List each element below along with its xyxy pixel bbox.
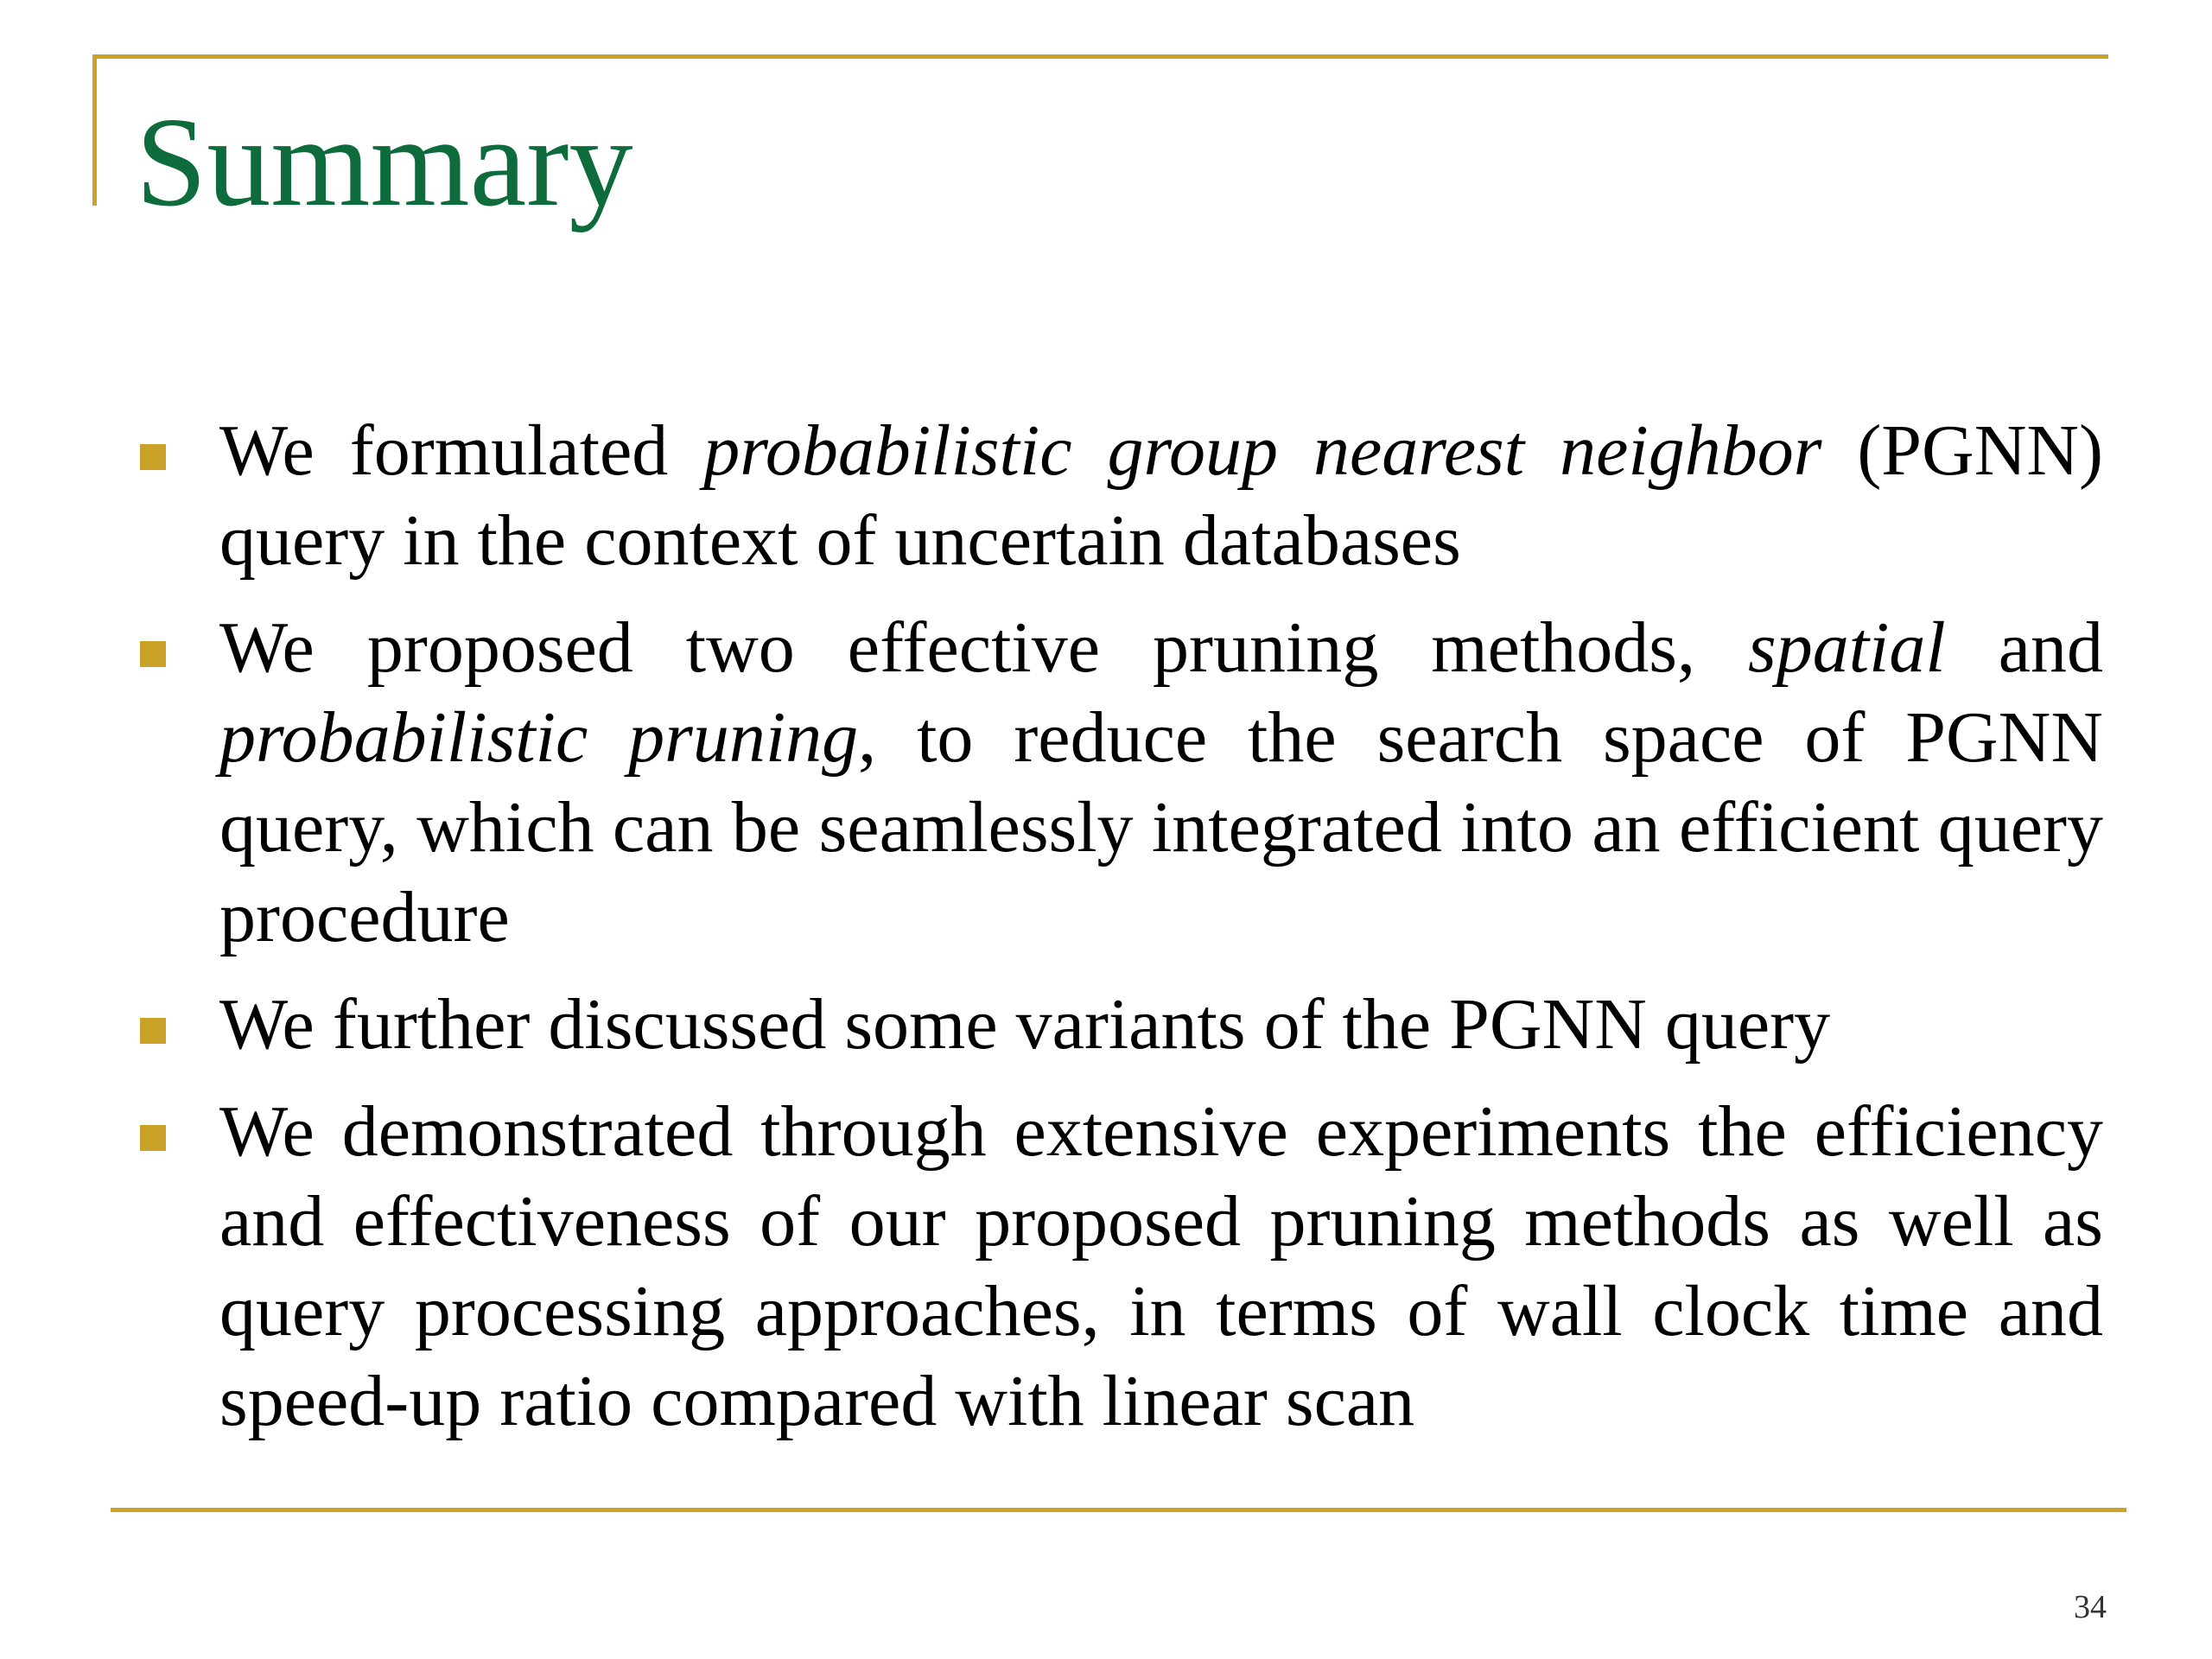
bullet-emphasis: probabilistic pruning (219, 697, 859, 778)
bullet-item (131, 603, 2103, 963)
bullet-text: (PGNN) query in the context of uncertain databases (219, 410, 2103, 581)
bullet-item (131, 1087, 2103, 1446)
bullet-text: We formulated (219, 410, 704, 491)
bullet-text: We demonstrated through extensive experiments the efficiency and effectiveness of our proposed pruning methods as well as query processing approaches, in terms of wall clock time and speed-up ratio compared with linear scan (219, 1091, 2103, 1441)
bullet-list (131, 406, 2103, 1464)
square-bullet-icon (140, 1018, 166, 1044)
bullet-item (131, 980, 2103, 1070)
bullet-text: and (1945, 607, 2103, 688)
bullet-text: We further discussed some variants of the PGNN query (219, 984, 1831, 1065)
bullet-text: We proposed two effective pruning methods, (219, 607, 1748, 688)
square-bullet-icon (140, 1125, 166, 1151)
bottom-rule (111, 1508, 2126, 1512)
top-rule (92, 54, 2108, 59)
left-rule (92, 54, 97, 206)
bullet-text: , to reduce the search space of PGNN query, which can be seamlessly integrated into an efficient query procedure (219, 697, 2103, 957)
bullet-emphasis: probabilistic group nearest neighbor (703, 410, 1822, 491)
slide-title: Summary (136, 92, 633, 233)
bullet-item (131, 406, 2103, 586)
page-number: 34 (2074, 1589, 2107, 1625)
square-bullet-icon (140, 641, 166, 667)
bullet-emphasis: spatial (1748, 607, 1946, 688)
square-bullet-icon (140, 444, 166, 470)
